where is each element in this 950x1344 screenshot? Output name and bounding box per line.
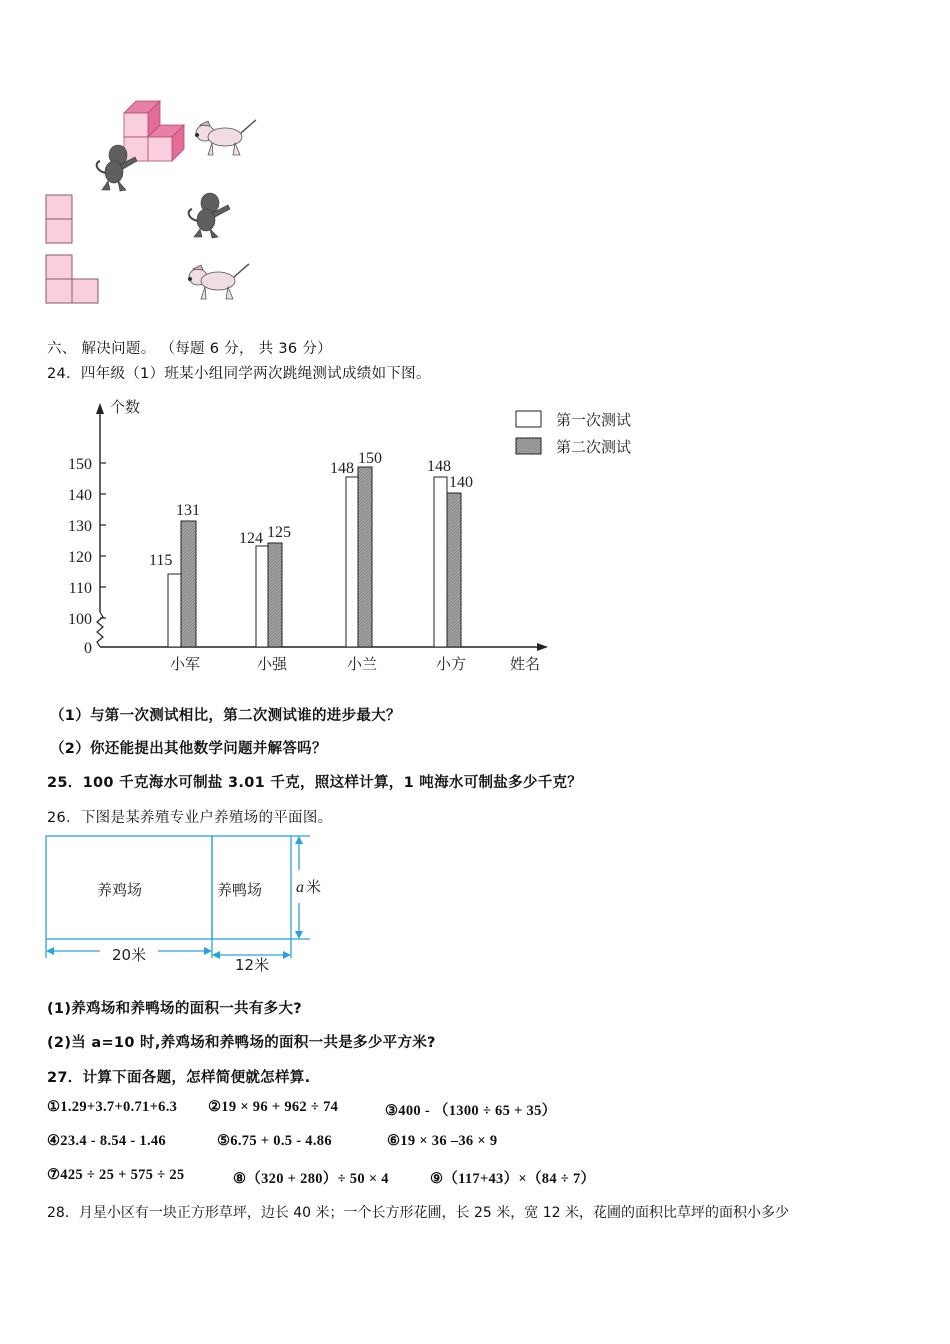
- legend-label-test2: 第二次测试: [556, 438, 632, 456]
- arrow-right-icon: [283, 951, 291, 959]
- calc-item-4: ④23.4 - 8.54 - 1.46: [47, 1133, 166, 1149]
- cube-arrangement-svg: [40, 95, 260, 310]
- value-label: 148: [330, 460, 354, 477]
- y-tick-140: 140: [68, 487, 92, 504]
- calc-item-1: ①1.29+3.7+0.71+6.3: [47, 1099, 178, 1115]
- bar-xiaojun-test2: [181, 521, 196, 647]
- value-label: 115: [149, 552, 173, 569]
- cube-view-figure: [40, 95, 260, 310]
- calc-item-8: ⑧（320 + 280）÷ 50 × 4: [233, 1171, 389, 1187]
- arrow-up-icon: [295, 836, 303, 844]
- y-tick-150: 150: [68, 456, 92, 473]
- question-25: 25．100 千克海水可制盐 3.01 千克，照这样计算，1 吨海水可制盐多少千克？: [47, 775, 583, 791]
- value-label: 125: [267, 524, 291, 541]
- duck-farm-label: 养鸭场: [217, 881, 263, 899]
- calc-item-7: ⑦425 ÷ 25 + 575 ÷ 25: [47, 1167, 185, 1183]
- cube-stack-icon: [124, 101, 184, 161]
- farm-plan-svg: [40, 830, 340, 980]
- y-tick-100: 100: [68, 611, 92, 628]
- bar-xiaofang-test2: [447, 493, 461, 647]
- legend-label-test1: 第一次测试: [556, 411, 632, 429]
- calc-item-5: ⑤6.75 + 0.5 - 4.86: [217, 1133, 332, 1149]
- calc-item-2: ②19 × 96 + 962 ÷ 74: [208, 1099, 339, 1115]
- height-variable: a: [296, 879, 304, 896]
- value-label: 148: [427, 458, 451, 475]
- chicken-farm-label: 养鸡场: [97, 881, 143, 899]
- chart-legend: [516, 411, 631, 456]
- category-label: 小兰: [347, 657, 378, 673]
- duck-width-label: 12米: [235, 956, 270, 974]
- jump-rope-bar-chart: [0, 390, 700, 685]
- y-tick-130: 130: [68, 518, 92, 535]
- calc-item-3: ③400 - （1300 ÷ 65 + 35）: [385, 1103, 557, 1119]
- chicken-width-label: 20米: [112, 946, 147, 964]
- axis-break-icon: [97, 612, 103, 647]
- y-axis-arrow-icon: [96, 403, 104, 414]
- legend-swatch-test2: [516, 438, 541, 454]
- category-label: 小方: [436, 657, 467, 673]
- section-heading: 六、 解决问题。 （每题 6 分， 共 36 分）: [47, 341, 332, 357]
- dog-icon: [195, 120, 256, 155]
- x-axis-label: 姓名: [510, 657, 541, 673]
- bar-xiaolan-test2: [358, 467, 372, 647]
- bar-xiaojun-test1: [168, 574, 181, 647]
- y-tick-120: 120: [68, 549, 92, 566]
- question-27-title: 27．计算下面各题，怎样简便就怎样算.: [47, 1070, 311, 1086]
- value-label: 124: [239, 530, 263, 547]
- bar-xiaolan-test1: [346, 477, 358, 647]
- value-label: 150: [358, 450, 382, 467]
- chart-svg: [0, 390, 700, 685]
- question-28: 28．月星小区有一块正方形草坪，边长 40 米；一个长方形花圃，长 25 米，宽 12 米，花圃的面积比草坪的面积小多少: [47, 1205, 789, 1221]
- category-label: 小军: [170, 657, 201, 673]
- height-unit: 米: [306, 878, 322, 896]
- value-label: 140: [449, 474, 473, 491]
- question-26-part-2: (2)当 a=10 时,养鸡场和养鸭场的面积一共是多少平方米?: [47, 1035, 436, 1051]
- question-24-part-2: （2）你还能提出其他数学问题并解答吗？: [50, 741, 327, 757]
- bar-xiaoqiang-test2: [268, 543, 282, 647]
- y-tick-0: 0: [84, 640, 92, 657]
- question-24-part-1: （1）与第一次测试相比，第二次测试谁的进步最大？: [50, 708, 401, 724]
- arrow-left-icon: [212, 951, 220, 959]
- calc-item-9: ⑨（117+43）×（84 ÷ 7）: [430, 1171, 596, 1187]
- category-label: 小强: [257, 657, 288, 673]
- arrow-left-icon: [46, 947, 54, 955]
- arrow-down-icon: [295, 931, 303, 939]
- y-axis-label: 个数: [110, 398, 141, 416]
- question-26-part-1: (1)养鸡场和养鸭场的面积一共有多大?: [47, 1001, 302, 1017]
- question-24-title: 24．四年级（1）班某小组同学两次跳绳测试成绩如下图。: [47, 366, 431, 382]
- bar-xiaofang-test1: [434, 477, 447, 647]
- question-26-title: 26．下图是某养殖专业户养殖场的平面图。: [47, 810, 333, 826]
- value-label: 131: [176, 502, 200, 519]
- view-option-1-shape: [46, 195, 72, 243]
- arrow-right-icon: [204, 947, 212, 955]
- dog-icon: [188, 264, 249, 299]
- legend-swatch-test1: [516, 411, 541, 427]
- view-option-2-shape: [46, 255, 98, 303]
- y-tick-110: 110: [68, 580, 92, 597]
- bar-xiaoqiang-test1: [256, 546, 268, 647]
- calc-item-6: ⑥19 × 36 –36 × 9: [387, 1133, 498, 1149]
- farm-plan-diagram: [40, 830, 340, 980]
- x-axis-arrow-icon: [537, 643, 548, 651]
- monkey-icon: [189, 193, 230, 238]
